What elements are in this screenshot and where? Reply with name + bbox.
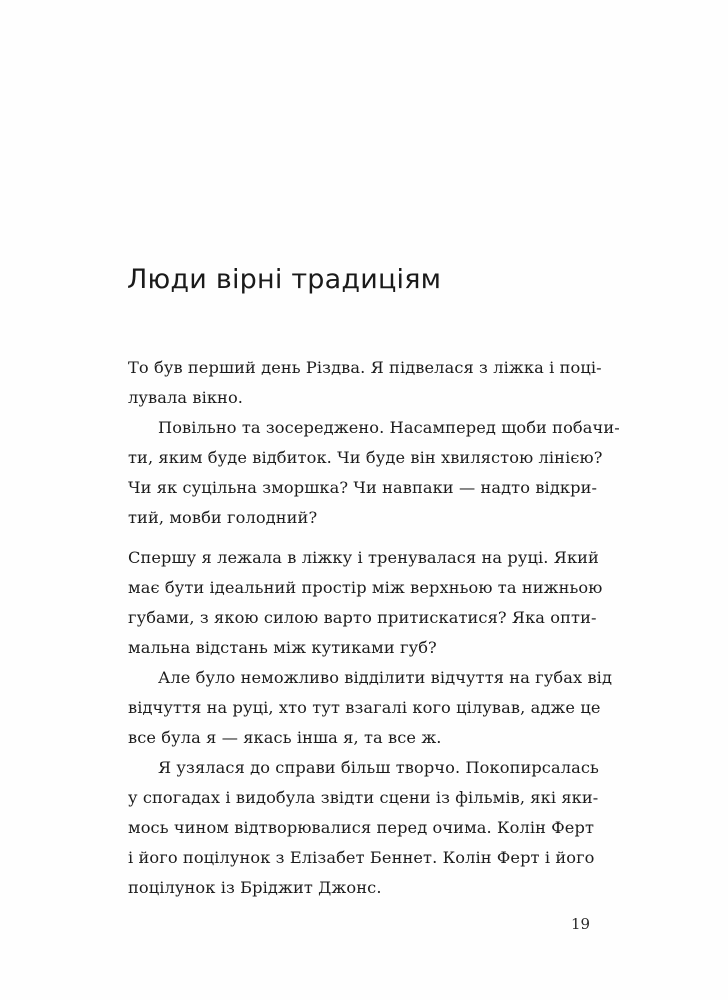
text-line: То був перший день Різдва. Я підвелася з ліжка і поці- xyxy=(128,358,602,377)
text-line: тий, мовби голодний? xyxy=(128,508,318,527)
text-line: мальна відстань між кутиками губ? xyxy=(128,638,437,657)
text-line: Повільно та зосереджено. Насамперед щоби побачи- xyxy=(158,418,620,437)
text-line: поцілунок із Бріджит Джонс. xyxy=(128,878,382,897)
text-line: Але було неможливо відділити відчуття на губах від xyxy=(158,668,613,687)
chapter-title: Люди вірні традиціям xyxy=(127,264,442,295)
text-line: має бути ідеальний простір між верхньою та нижньою xyxy=(128,578,603,597)
text-line: мось чином відтворювалися перед очима. Колін Ферт xyxy=(128,818,595,837)
text-line: лувала вікно. xyxy=(128,388,244,407)
text-line: Чи як суцільна зморшка? Чи навпаки — надто відкри- xyxy=(128,478,598,497)
page-number: 19 xyxy=(571,915,591,933)
text-line: Я узялася до справи більш творчо. Покопирсалась xyxy=(158,758,599,777)
text-line: відчуття на руці, хто тут взагалі кого цілував, адже це xyxy=(128,698,601,717)
text-section-2 xyxy=(128,543,613,903)
text-line: Спершу я лежала в ліжку і тренувалася на руці. Який xyxy=(128,548,599,567)
text-line: і його поцілунок з Елізабет Беннет. Колін Ферт і його xyxy=(128,848,595,867)
text-line: у спогадах і видобула звідти сцени із фільмів, які яки- xyxy=(128,788,599,807)
text-section-1 xyxy=(128,353,620,533)
text-line: все була я — якась інша я, та все ж. xyxy=(128,728,442,747)
text-line: ти, яким буде відбиток. Чи буде він хвилястою лінією? xyxy=(128,448,603,467)
text-line: губами, з якою силою варто притискатися? Яка опти- xyxy=(128,608,597,627)
